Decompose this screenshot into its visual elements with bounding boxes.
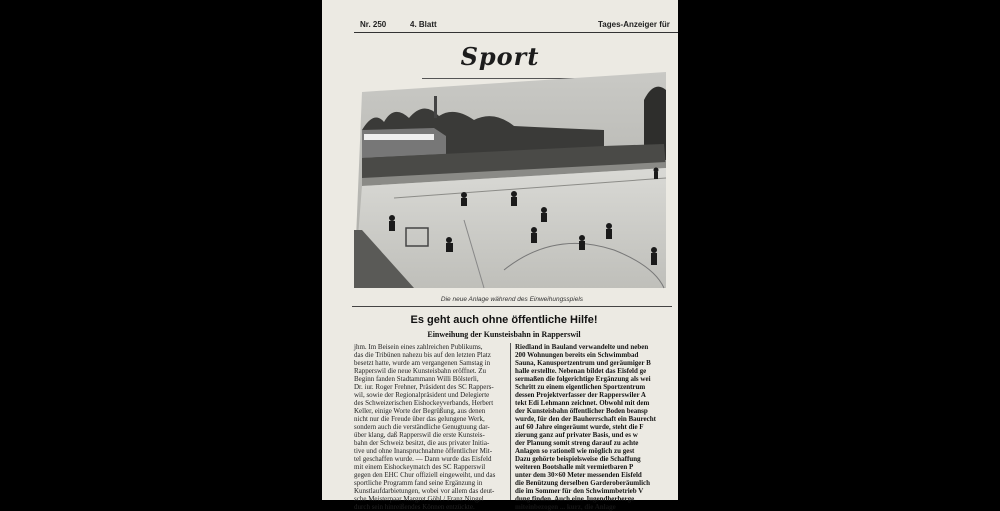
article-line: auf 60 Jahre eingeräumt wurde, steht die F [515,423,644,431]
article-line: Rapperswil die neue Kunsteisbahn eröffnet. Zu [354,367,487,375]
article-line: tel geschaffen wurde. — Dann wurde das Eisfeld [354,455,492,463]
article-headline: Es geht auch ohne öffentliche Hilfe! [410,314,598,326]
article-line: sportliche Programm fand seine Ergänzung in [354,479,483,487]
article-line: unter dem 30×60 Meter messenden Eisfeld [515,471,642,479]
sheet-number: 4. Blatt [410,20,437,29]
article-line: nicht nur die Freude über das gelungene Werk, [354,415,485,423]
article-line: die im Sommer für den Schwimmbetrieb V [515,487,644,495]
article-line: Dr. iur. Roger Frehner, Präsident des SC Rappers- [354,383,494,391]
article-line: mit einem Eishockeymatch des SC Rapperswil [354,463,486,471]
article-line: Schritt zu einem eigentlichen Sportzentrum [515,383,646,391]
caption-rule [352,306,672,307]
article-line: sche Meisterpaar Margret Göbl / Franz Ningel [354,495,484,503]
article-line: der Planung somit streng darauf zu achte [515,439,639,447]
article-line: des Schweizerischen Eishockeyverbands, Herbert [354,399,494,407]
article-line: weiteren Bootshalle mit vermietbaren P [515,463,634,471]
article-line: Anlagen so rationell wie möglich zu gest [515,447,635,455]
header-rule [354,32,678,33]
article-line: gegen den EHC Chur offiziell eingeweiht, und das [354,471,496,479]
article-line: über klang, daß Rapperswil die erste Kunsteis- [354,431,485,439]
article-line: dung finden. Auch eine Jugendherberge [515,495,635,503]
article-column-1 [354,343,506,511]
article-line: durch sein hinreißendes Können entzückte. [354,503,475,511]
article-line: miteinbezogen ... kurz, die Anlage [515,503,616,511]
photo-caption: Die neue Anlage während des Einweihungsspiels [440,296,584,303]
article-line: besetzt hatte, wurde am vergangenen Samstag in [354,359,491,367]
article-line: Beginn fanden Stadtammann Willi Bölsterli, [354,375,479,383]
page-header [322,0,678,34]
article-subheadline: Einweihung der Kunsteisbahn in Rapperswil [427,330,581,339]
article-line: sermaßen die folgerichtige Ergänzung als wei [515,375,651,383]
article-line: Sauna, Kanusportzentrum und geräumiger B [515,359,651,367]
article-line: 200 Wohnungen bereits ein Schwimmbad [515,351,639,359]
article-line: Kunstlaufdarbietungen, wobei vor allem das deut- [354,487,495,495]
article-line: dessen Projektverfasser der Rapperswiler A [515,391,646,399]
article-line: Keller, einige Worte der Begrüßung, aus denen [354,407,486,415]
article-line: das die Tribünen nahezu bis auf den letzten Platz [354,351,491,359]
article-line: halle erstellte. Nebenan bildet das Eisfeld ge [515,367,647,375]
article-line: der Kunsteisbahn öffentlicher Boden beansp [515,407,648,415]
article-line: Dazu gehörte beispielsweise die Schaffung [515,455,641,463]
article-line: bahn der Schweiz besitzt, die aus privater Initia- [354,439,490,447]
ice-rink-photo [354,70,670,290]
article-line: tekt Edi Lehmann zeichnet. Obwohl mit dem [515,399,650,407]
article-line: sondern auch die verständliche Genugtuung dar- [354,423,490,431]
article-line: jhm. Im Beisein eines zahlreichen Publikums, [354,343,483,351]
article-column-2 [515,343,678,511]
newspaper-name: Tages-Anzeiger für [598,20,670,29]
article-line: zierung ganz auf privater Basis, und es w [515,431,638,439]
column-rule [510,343,511,500]
article-line: wurde, für den der Bauherrschaft ein Baurecht [515,415,656,423]
article-line: tive und ohne Inanspruchnahme öffentlicher Mit- [354,447,493,455]
newspaper-page [322,0,678,511]
article-line: die Benützung derselben Garderoberäumlich [515,479,651,487]
issue-number: Nr. 250 [360,20,387,29]
article-line: Riedland in Bauland verwandelte und neben [515,343,649,351]
section-title: Sport [460,42,540,71]
article-line: wil, sowie der Regionalpräsident und Delegierte [354,391,490,399]
